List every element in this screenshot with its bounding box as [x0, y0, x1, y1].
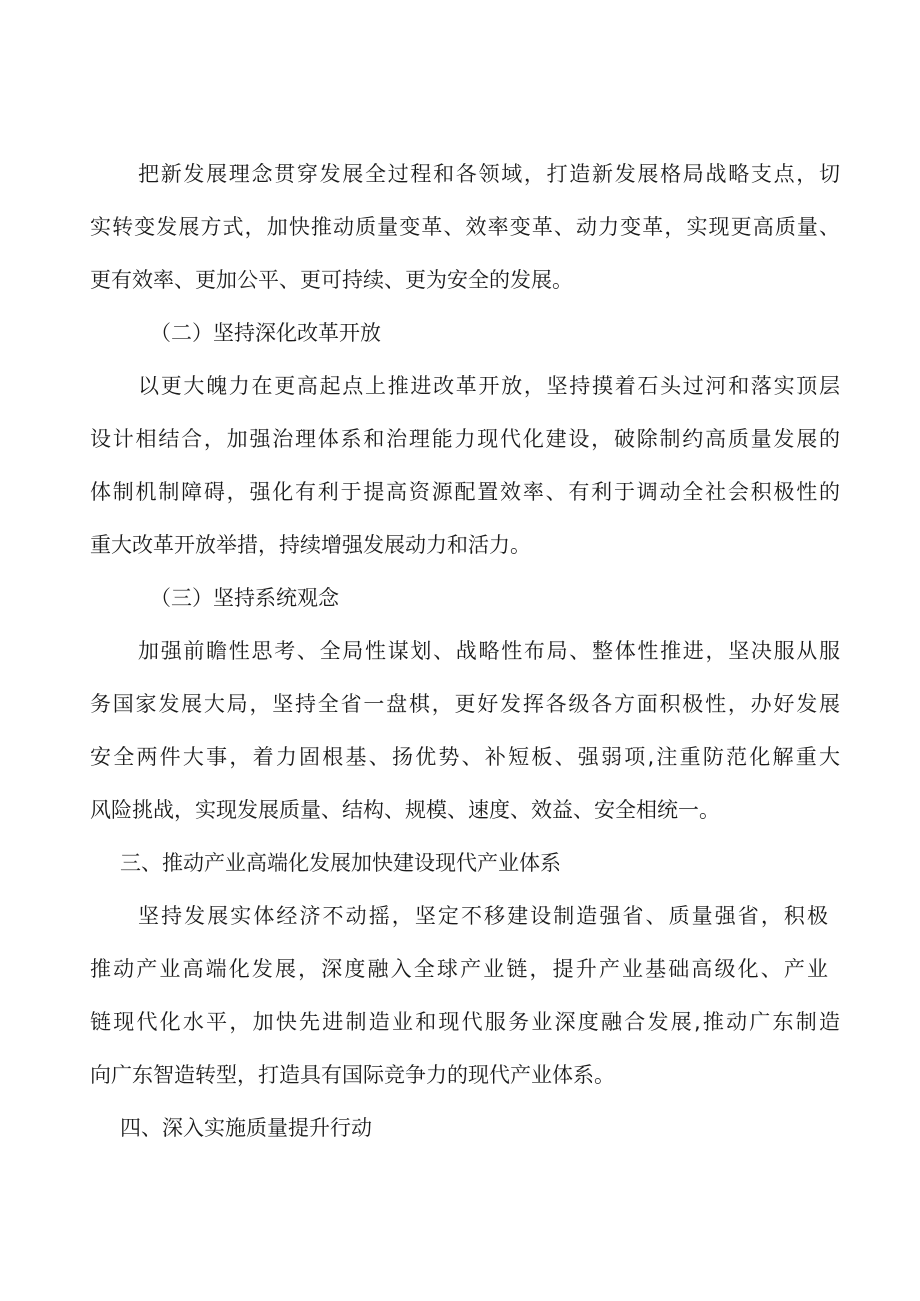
paragraph-2-line-1: 以更大魄力在更高起点上推进改革开放，坚持摸着石头过河和落实顶层: [138, 374, 840, 398]
section-3-title: 三、推动产业高端化发展加快建设现代产业体系: [120, 851, 561, 875]
paragraph-2-line-4: 重大改革开放举措，持续增强发展动力和活力。: [90, 533, 531, 557]
paragraph-3-line-1: 加强前瞻性思考、全局性谋划、战略性布局、整体性推进，坚决服从服: [138, 639, 840, 663]
paragraph-4-line-1: 坚持发展实体经济不动摇，坚定不移建设制造强省、质量强省，积极: [138, 904, 828, 928]
paragraph-3-line-2: 务国家发展大局，坚持全省一盘棋，更好发挥各级各方面积极性，办好发展: [90, 692, 840, 716]
paragraph-2-line-2: 设计相结合，加强治理体系和治理能力现代化建设，破除制约高质量发展的: [90, 427, 840, 451]
paragraph-4-line-4: 向广东智造转型，打造具有国际竞争力的现代产业体系。: [90, 1063, 615, 1087]
section-4-title: 四、深入实施质量提升行动: [120, 1116, 372, 1140]
subheading-3: （三）坚持系统观念: [150, 586, 339, 610]
paragraph-1-line-2: 实转变发展方式，加快推动质量变革、效率变革、动力变革，实现更高质量、: [90, 215, 840, 239]
paragraph-2-line-3: 体制机制障碍，强化有利于提高资源配置效率、有利于调动全社会积极性的: [90, 480, 840, 504]
paragraph-4-line-3: 链现代化水平，加快先进制造业和现代服务业深度融合发展,推动广东制造: [90, 1010, 840, 1034]
paragraph-3-line-3: 安全两件大事，着力固根基、扬优势、补短板、强弱项,注重防范化解重大: [90, 745, 840, 769]
paragraph-4-line-2: 推动产业高端化发展，深度融入全球产业链，提升产业基础高级化、产业: [90, 957, 828, 981]
paragraph-1-line-1: 把新发展理念贯穿发展全过程和各领域，打造新发展格局战略支点，切: [138, 162, 840, 186]
paragraph-3-line-4: 风险挑战，实现发展质量、结构、规模、速度、效益、安全相统一。: [90, 798, 720, 822]
paragraph-1-line-3: 更有效率、更加公平、更可持续、更为安全的发展。: [90, 268, 573, 292]
subheading-2: （二）坚持深化改革开放: [150, 321, 381, 345]
